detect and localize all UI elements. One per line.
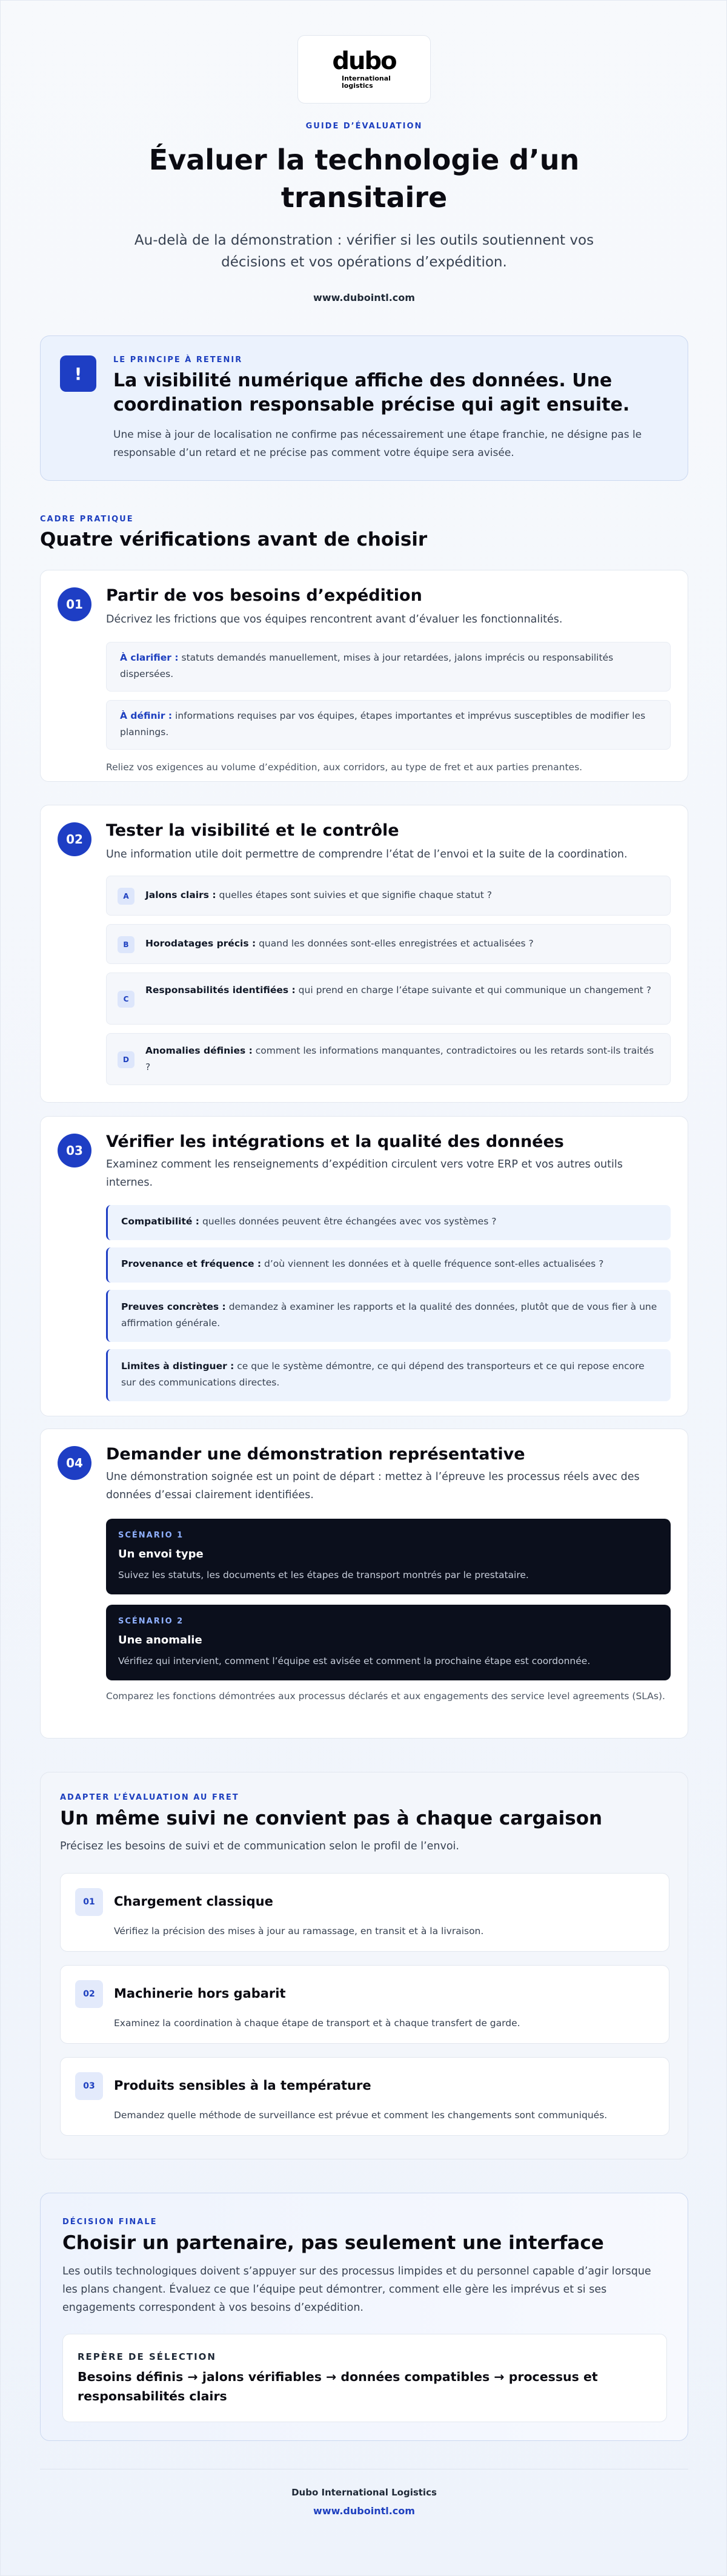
list-item bbox=[106, 1205, 671, 1240]
freight-title: Un même suivi ne convient pas à chaque cargaison bbox=[60, 1808, 603, 1829]
item-text: statuts demandés manuellement, mises à jour retardées, jalons imprécis ou responsabilités dispersées. bbox=[120, 652, 614, 679]
scenario-text: Vérifiez qui intervient, comment l’équipe est avisée et comment la prochaine étape est coordonnée. bbox=[118, 1656, 591, 1666]
item-label: Preuves concrètes : bbox=[121, 1301, 226, 1312]
scenario-title: Un envoi type bbox=[118, 1548, 204, 1560]
freight-number: 02 bbox=[75, 1980, 103, 2008]
item-label: Responsabilités identifiées : bbox=[145, 985, 296, 996]
item-text: qui prend en charge l’étape suivante et qui communique un changement ? bbox=[298, 985, 652, 996]
item-letter: C bbox=[118, 991, 134, 1008]
step-card-3 bbox=[40, 1116, 688, 1416]
freight-card-2 bbox=[60, 1965, 669, 2044]
scenario-title: Une anomalie bbox=[118, 1634, 202, 1646]
freight-card-text: Examinez la coordination à chaque étape de transport et à chaque transfert de garde. bbox=[114, 2018, 520, 2029]
list-item bbox=[106, 642, 671, 692]
logo-wordmark: dubo bbox=[332, 47, 396, 75]
item-text: comment les informations manquantes, contradictoires ou les retards sont-ils traités ? bbox=[145, 1045, 654, 1072]
footer-url-link[interactable]: www.dubointl.com bbox=[313, 2505, 415, 2517]
list-item bbox=[106, 1033, 671, 1085]
item-letter: B bbox=[118, 936, 134, 953]
item-letter: D bbox=[118, 1051, 134, 1068]
principle-title: La visibilité numérique affiche des données. Une coordination responsable précise qui agit ensuite. bbox=[113, 370, 630, 415]
item-text: d’où viennent les données et à quelle fréquence sont-elles actualisées ? bbox=[264, 1258, 604, 1269]
page-title-wrap bbox=[1, 141, 727, 216]
step-intro: Décrivez les frictions que vos équipes rencontrent avant d’évaluer les fonctionnalités. bbox=[106, 613, 563, 626]
step-card-4 bbox=[40, 1428, 688, 1739]
item-label: Compatibilité : bbox=[121, 1216, 200, 1227]
logo-subtitle: International logistics bbox=[342, 74, 391, 90]
step-number: 03 bbox=[58, 1134, 91, 1167]
freight-card-1 bbox=[60, 1873, 669, 1952]
step-intro: Une démonstration soignée est un point de départ : mettez à l’épreuve les processus réels avec des données d’essai clairement identifiées. bbox=[106, 1471, 640, 1501]
list-item bbox=[106, 924, 671, 964]
item-text: ce que le système démontre, ce qui dépend des transporteurs et ce qui repose encore sur des communications directes. bbox=[121, 1361, 645, 1388]
freight-kicker: ADAPTER L’ÉVALUATION AU FRET bbox=[60, 1793, 239, 1802]
freight-card-3 bbox=[60, 2057, 669, 2136]
selection-box bbox=[62, 2334, 667, 2422]
list-item bbox=[106, 1349, 671, 1401]
item-label: Horodatages précis : bbox=[145, 938, 256, 949]
freight-number: 01 bbox=[75, 1888, 103, 1916]
list-item bbox=[106, 1290, 671, 1342]
page-lede: Au-delà de la démonstration : vérifier si les outils soutiennent vos décisions et vos opérations d’expédition. bbox=[134, 233, 594, 270]
freight-card-title: Machinerie hors gabarit bbox=[114, 1986, 286, 2001]
step-title: Partir de vos besoins d’expédition bbox=[106, 586, 422, 605]
item-label: Limites à distinguer : bbox=[121, 1361, 234, 1372]
freight-card-text: Demandez quelle méthode de surveillance est prévue et comment les changements sont communiqués. bbox=[114, 2110, 608, 2121]
item-text: informations requises par vos équipes, étapes importantes et imprévus susceptibles de modifier les plannings. bbox=[120, 710, 646, 738]
step-number: 02 bbox=[58, 822, 91, 856]
item-text: quelles étapes sont suivies et que signifie chaque statut ? bbox=[219, 890, 492, 900]
item-letter: A bbox=[118, 888, 134, 905]
page-title: Évaluer la technologie d’un transitaire bbox=[148, 144, 580, 214]
freight-number: 03 bbox=[75, 2072, 103, 2100]
decision-body: Les outils technologiques doivent s’appuyer sur des processus limpides et du personnel capable d’agir lorsque les plans changent. Évaluez ce que l’équipe peut démontrer, comment elle gère les imprévus et si ses engagements correspondent à vos besoins d’expédition. bbox=[62, 2265, 651, 2314]
item-text: quelles données peuvent être échangées avec vos systèmes ? bbox=[202, 1216, 497, 1227]
list-item bbox=[106, 1247, 671, 1283]
scenario-text: Suivez les statuts, les documents et les étapes de transport montrés par le prestataire. bbox=[118, 1570, 529, 1580]
scenario-kicker: SCÉNARIO 1 bbox=[118, 1531, 184, 1540]
list-item bbox=[106, 876, 671, 916]
footer-company: Dubo International Logistics bbox=[291, 2487, 437, 2498]
item-label: Provenance et fréquence : bbox=[121, 1258, 262, 1269]
step-number: 04 bbox=[58, 1446, 91, 1480]
decision-kicker: DÉCISION FINALE bbox=[62, 2218, 158, 2227]
principle-kicker: LE PRINCIPE À RETENIR bbox=[113, 355, 243, 365]
scenario-card-1 bbox=[106, 1519, 671, 1594]
lede-wrap bbox=[1, 230, 727, 273]
item-label: À définir : bbox=[120, 710, 173, 721]
decision-title: Choisir un partenaire, pas seulement une interface bbox=[62, 2232, 604, 2254]
list-item bbox=[106, 700, 671, 750]
logo bbox=[297, 35, 431, 104]
freight-section bbox=[40, 1772, 688, 2159]
freight-card-title: Chargement classique bbox=[114, 1894, 273, 1909]
decision-section bbox=[40, 2193, 688, 2441]
guide-kicker: GUIDE D’ÉVALUATION bbox=[305, 122, 423, 131]
step-card-1 bbox=[40, 570, 688, 782]
selection-kicker: REPÈRE DE SÉLECTION bbox=[78, 2351, 216, 2362]
step-intro: Une information utile doit permettre de comprendre l’état de l’envoi et la suite de la coordination. bbox=[106, 848, 628, 860]
freight-card-text: Vérifiez la précision des mises à jour au ramassage, en transit et à la livraison. bbox=[114, 1926, 484, 1937]
item-label: Anomalies définies : bbox=[145, 1045, 253, 1056]
selection-text: Besoins définis → jalons vérifiables → données compatibles → processus et responsabilités clairs bbox=[78, 2370, 598, 2403]
step-note: Comparez les fonctions démontrées aux processus déclarés et aux engagements des service level agreements (SLAs). bbox=[106, 1691, 665, 1702]
list-item bbox=[106, 973, 671, 1025]
item-text: demandez à examiner les rapports et la qualité des données, plutôt que de vous fier à une affirmation générale. bbox=[121, 1301, 657, 1329]
principle-callout bbox=[40, 335, 688, 481]
step-card-2 bbox=[40, 805, 688, 1103]
checks-title: Quatre vérifications avant de choisir bbox=[40, 529, 428, 550]
step-intro: Examinez comment les renseignements d’expédition circulent vers votre ERP et vos autres outils internes. bbox=[106, 1158, 623, 1189]
exclamation-icon: ! bbox=[60, 355, 96, 392]
scenario-card-2 bbox=[106, 1605, 671, 1680]
principle-body: Une mise à jour de localisation ne confirme pas nécessairement une étape franchie, ne désigne pas le responsable d’un retard et ne précise pas comment votre équipe sera avisée. bbox=[113, 429, 642, 459]
item-label: À clarifier : bbox=[120, 652, 179, 663]
item-label: Jalons clairs : bbox=[145, 890, 216, 900]
step-title: Demander une démonstration représentative bbox=[106, 1445, 525, 1464]
checks-kicker: CADRE PRATIQUE bbox=[40, 515, 134, 524]
header-url-link[interactable]: www.dubointl.com bbox=[313, 292, 415, 303]
item-text: quand les données sont-elles enregistrées et actualisées ? bbox=[259, 938, 534, 949]
scenario-kicker: SCÉNARIO 2 bbox=[118, 1617, 184, 1626]
step-number: 01 bbox=[58, 587, 91, 621]
step-title: Vérifier les intégrations et la qualité des données bbox=[106, 1132, 564, 1151]
freight-intro: Précisez les besoins de suivi et de communication selon le profil de l’envoi. bbox=[60, 1840, 459, 1852]
step-title: Tester la visibilité et le contrôle bbox=[106, 821, 399, 840]
step-note: Reliez vos exigences au volume d’expédition, aux corridors, au type de fret et aux parties prenantes. bbox=[106, 762, 583, 773]
freight-card-title: Produits sensibles à la température bbox=[114, 2078, 371, 2093]
